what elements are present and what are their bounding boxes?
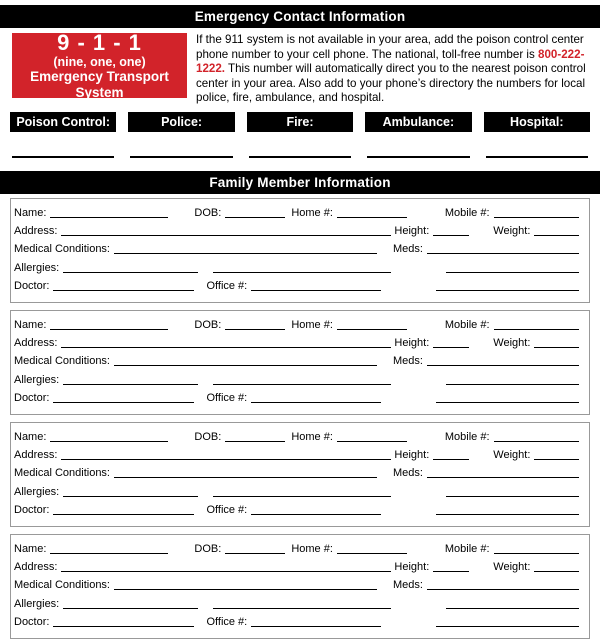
doctor-label: Doctor: — [14, 391, 50, 404]
mobile-phone-blank-line — [494, 329, 579, 330]
family-member-block — [10, 422, 590, 527]
medical-conditions-label: Medical Conditions: — [14, 579, 110, 592]
emergency-number-words: (nine, one, one) — [53, 54, 146, 69]
mobile-phone-label: Mobile #: — [444, 543, 490, 556]
contact-label-ambulance: Ambulance: — [365, 112, 471, 132]
weight-blank-line — [534, 571, 579, 572]
family-member-title: Family Member Information — [209, 174, 391, 190]
mobile-phone-blank-line — [494, 217, 579, 218]
name-blank-line — [50, 217, 168, 218]
allergies-continuation-line — [213, 384, 391, 385]
name-label: Name: — [14, 318, 47, 331]
doctor-label: Doctor: — [14, 503, 50, 516]
dob-label: DOB: — [194, 318, 222, 331]
height-blank-line — [433, 235, 469, 236]
home-phone-label: Home #: — [291, 206, 333, 219]
member-row-medical — [14, 576, 579, 594]
allergies-blank-line — [63, 496, 198, 497]
member-row-doctor — [14, 277, 579, 295]
height-label: Height: — [394, 337, 430, 350]
name-blank-line — [50, 329, 168, 330]
name-label: Name: — [14, 206, 47, 219]
office-phone-label: Office #: — [206, 279, 248, 292]
address-label: Address: — [14, 561, 58, 574]
emergency-911-box — [12, 29, 187, 100]
ambulance-blank-line — [367, 132, 469, 158]
dob-blank-line — [225, 217, 285, 218]
family-members-container — [10, 198, 590, 639]
contact-label-fire: Fire: — [247, 112, 353, 132]
meds-label: Meds: — [393, 243, 423, 256]
height-label: Height: — [394, 449, 430, 462]
name-label: Name: — [14, 431, 47, 443]
member-row-medical — [14, 464, 579, 482]
contact-labels-row — [10, 112, 590, 132]
meds-continuation-line-1 — [446, 608, 579, 609]
home-phone-blank-line — [337, 329, 407, 330]
meds-blank-line — [427, 253, 579, 254]
dob-blank-line — [225, 553, 285, 554]
instructions-text-pre: If the 911 system is not available in your area, add the poison control center phone number to your cell phone. The national, toll-free number is — [196, 33, 584, 61]
allergies-blank-line — [63, 272, 198, 273]
height-blank-line — [433, 459, 469, 460]
meds-continuation-line-2 — [436, 290, 579, 291]
home-phone-label: Home #: — [291, 431, 333, 443]
doctor-blank-line — [53, 402, 194, 403]
name-blank-line — [50, 553, 168, 554]
meds-continuation-line-1 — [446, 272, 579, 273]
poison-control-blank-line — [12, 132, 114, 158]
allergies-continuation-line — [213, 496, 391, 497]
family-member-header-bar — [0, 171, 600, 194]
address-blank-line — [61, 347, 391, 348]
meds-continuation-line-2 — [436, 402, 579, 403]
name-label: Name: — [14, 543, 47, 556]
office-phone-label: Office #: — [206, 391, 248, 404]
height-label: Height: — [394, 225, 430, 238]
member-row-address — [14, 334, 579, 352]
document-page — [0, 5, 600, 628]
dob-label: DOB: — [194, 206, 222, 219]
mobile-phone-blank-line — [494, 553, 579, 554]
member-row-medical — [14, 240, 579, 258]
member-row-allergies — [14, 259, 579, 277]
weight-blank-line — [534, 347, 579, 348]
home-phone-blank-line — [337, 553, 407, 554]
medical-conditions-label: Medical Conditions: — [14, 355, 110, 368]
mobile-phone-label: Mobile #: — [444, 318, 490, 331]
weight-label: Weight: — [493, 449, 531, 462]
dob-blank-line — [225, 441, 285, 442]
member-row-allergies — [14, 371, 579, 389]
medical-conditions-label: Medical Conditions: — [14, 243, 110, 256]
contact-blank-lines-row — [10, 132, 590, 158]
member-row-address — [14, 446, 579, 464]
height-blank-line — [433, 571, 469, 572]
doctor-blank-line — [53, 290, 194, 291]
allergies-continuation-line — [213, 608, 391, 609]
fire-blank-line — [249, 132, 351, 158]
allergies-label: Allergies: — [14, 373, 60, 386]
medical-conditions-blank-line — [114, 589, 377, 590]
medical-conditions-blank-line — [114, 477, 377, 478]
weight-label: Weight: — [493, 337, 531, 350]
poison-control-phone-number: 800-222-1222. — [196, 47, 585, 76]
medical-conditions-label: Medical Conditions: — [14, 467, 110, 480]
meds-label: Meds: — [393, 467, 423, 480]
name-blank-line — [50, 441, 168, 442]
member-row-identity — [14, 316, 579, 334]
meds-blank-line — [427, 477, 579, 478]
allergies-label: Allergies: — [14, 261, 60, 274]
meds-label: Meds: — [393, 579, 423, 592]
dob-label: DOB: — [194, 543, 222, 556]
office-phone-label: Office #: — [206, 615, 248, 628]
dob-label: DOB: — [194, 431, 222, 443]
allergies-continuation-line — [213, 272, 391, 273]
weight-label: Weight: — [493, 561, 531, 574]
address-blank-line — [61, 571, 391, 572]
height-blank-line — [433, 347, 469, 348]
meds-continuation-line-1 — [446, 496, 579, 497]
emergency-911-section — [0, 28, 600, 106]
family-member-block — [10, 534, 590, 639]
height-label: Height: — [394, 561, 430, 574]
meds-blank-line — [427, 589, 579, 590]
meds-blank-line — [427, 365, 579, 366]
medical-conditions-blank-line — [114, 365, 377, 366]
emergency-contact-header-bar — [0, 5, 600, 28]
member-row-allergies — [14, 595, 579, 613]
address-label: Address: — [14, 225, 58, 238]
allergies-label: Allergies: — [14, 597, 60, 610]
meds-label: Meds: — [393, 355, 423, 368]
doctor-blank-line — [53, 626, 194, 627]
address-label: Address: — [14, 449, 58, 462]
member-row-medical — [14, 352, 579, 370]
member-row-doctor — [14, 501, 579, 519]
doctor-label: Doctor: — [14, 615, 50, 628]
home-phone-blank-line — [337, 217, 407, 218]
mobile-phone-blank-line — [494, 441, 579, 442]
member-row-doctor — [14, 613, 579, 631]
member-row-allergies — [14, 483, 579, 501]
dob-blank-line — [225, 329, 285, 330]
weight-blank-line — [534, 459, 579, 460]
emergency-number: 9 - 1 - 1 — [57, 29, 142, 55]
hospital-blank-line — [486, 132, 588, 158]
contact-label-poison-control: Poison Control: — [10, 112, 116, 132]
police-blank-line — [130, 132, 232, 158]
emergency-transport-label: Emergency Transport System — [30, 68, 169, 100]
office-phone-blank-line — [251, 290, 381, 291]
medical-conditions-blank-line — [114, 253, 377, 254]
contact-label-hospital: Hospital: — [484, 112, 590, 132]
instructions-text-post: This number will automatically direct you to the nearest poison control center in your area. Also add to your phone’s directory the numbers for local police, fire, ambulance, and hospital. — [196, 62, 586, 105]
member-row-identity — [14, 540, 579, 558]
home-phone-blank-line — [337, 441, 407, 442]
member-row-address — [14, 222, 579, 240]
office-phone-label: Office #: — [206, 503, 248, 516]
member-row-address — [14, 558, 579, 576]
address-blank-line — [61, 235, 391, 236]
member-row-identity — [14, 428, 579, 446]
mobile-phone-label: Mobile #: — [444, 206, 490, 219]
family-member-block — [10, 198, 590, 303]
mobile-phone-label: Mobile #: — [444, 431, 490, 443]
meds-continuation-line-2 — [436, 626, 579, 627]
meds-continuation-line-2 — [436, 514, 579, 515]
weight-blank-line — [534, 235, 579, 236]
home-phone-label: Home #: — [291, 318, 333, 331]
address-blank-line — [61, 459, 391, 460]
weight-label: Weight: — [493, 225, 531, 238]
member-row-doctor — [14, 389, 579, 407]
home-phone-label: Home #: — [291, 543, 333, 556]
allergies-blank-line — [63, 384, 198, 385]
meds-continuation-line-1 — [446, 384, 579, 385]
address-label: Address: — [14, 337, 58, 350]
office-phone-blank-line — [251, 402, 381, 403]
instructions-paragraph — [196, 33, 592, 106]
allergies-label: Allergies: — [14, 485, 60, 498]
doctor-label: Doctor: — [14, 279, 50, 292]
doctor-blank-line — [53, 514, 194, 515]
office-phone-blank-line — [251, 514, 381, 515]
family-member-block — [10, 310, 590, 415]
allergies-blank-line — [63, 608, 198, 609]
office-phone-blank-line — [251, 626, 381, 627]
contact-label-police: Police: — [128, 112, 234, 132]
emergency-contact-title: Emergency Contact Information — [194, 9, 406, 24]
member-row-identity — [14, 204, 579, 222]
